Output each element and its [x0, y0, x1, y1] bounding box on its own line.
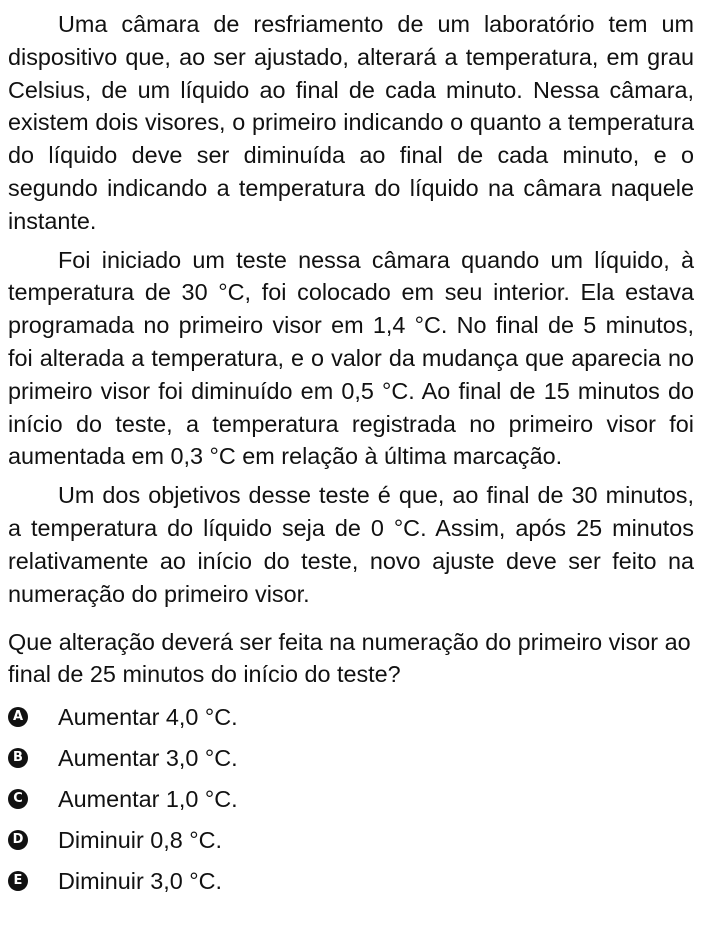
option-c[interactable]	[8, 778, 694, 819]
question-prompt: Que alteração deverá ser feita na numeração do primeiro visor ao final de 25 minutos do início do teste?	[8, 629, 691, 688]
option-e[interactable]	[8, 860, 694, 901]
option-a[interactable]	[8, 696, 694, 737]
option-b-letter-badge: B	[8, 748, 28, 768]
option-a-letter-badge: A	[8, 707, 28, 727]
option-b[interactable]	[8, 737, 694, 778]
statement-paragraph-1: Uma câmara de resfriamento de um laboratório tem um dispositivo que, ao ser ajustado, alterará a temperatura, em grau Celsius, de um líquido ao final de cada minuto. Nessa câmara, existem dois visores, o primeiro indicando o quanto a temperatura do líquido deve ser diminuída ao final de cada minuto, e o segundo indicando a temperatura do líquido na câmara naquele instante.	[8, 11, 694, 234]
question-statement	[8, 8, 694, 610]
option-b-text: Aumentar 3,0 °C.	[58, 744, 238, 771]
option-d-text: Diminuir 0,8 °C.	[58, 826, 223, 853]
option-c-text: Aumentar 1,0 °C.	[58, 785, 238, 812]
option-e-letter-badge: E	[8, 871, 28, 891]
statement-paragraph-3: Um dos objetivos desse teste é que, ao final de 30 minutos, a temperatura do líquido seja de 0 °C. Assim, após 25 minutos relativamente ao início do teste, novo ajuste deve ser feito na numeração do primeiro visor.	[8, 482, 694, 607]
option-d[interactable]	[8, 819, 694, 860]
option-a-text: Aumentar 4,0 °C.	[58, 703, 238, 730]
option-d-letter-badge: D	[8, 830, 28, 850]
option-c-letter-badge: C	[8, 789, 28, 809]
question-page	[8, 8, 694, 901]
statement-paragraph-2: Foi iniciado um teste nessa câmara quando um líquido, à temperatura de 30 °C, foi colocado em seu interior. Ela estava programada no primeiro visor em 1,4 °C. No final de 5 minutos, foi alterada a temperatura, e o valor da mudança que aparecia no primeiro visor foi diminuído em 0,5 °C. Ao final de 15 minutos do início do teste, a temperatura registrada no primeiro visor foi aumentada em 0,3 °C em relação à última marcação.	[8, 246, 694, 470]
answer-options	[8, 696, 694, 901]
option-e-text: Diminuir 3,0 °C.	[58, 867, 223, 894]
